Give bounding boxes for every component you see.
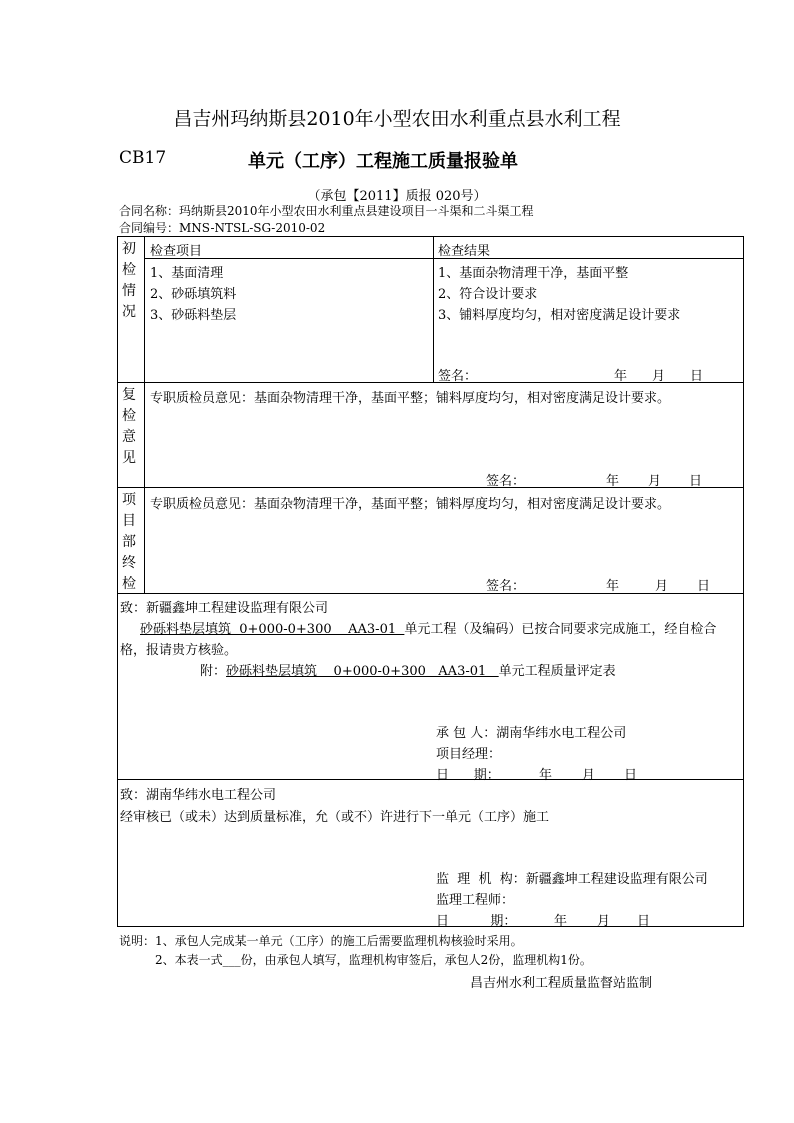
supervisor-conclusion: 经审核已（或未）达到质量标准，允（或不）许进行下一单元（工序）施工 <box>120 810 550 825</box>
supervision-organization: 监 理 机 构：新疆鑫坤工程建设监理有限公司 <box>436 872 708 887</box>
inspection-result: 2、符合设计要求 <box>438 287 538 302</box>
row-divider-3 <box>117 593 744 594</box>
inspection-result: 1、基面杂物清理干净，基面平整 <box>438 266 629 281</box>
review-month-label: 月 <box>648 474 662 489</box>
initial-sign-label: 签名： <box>438 369 478 384</box>
table-right-border <box>743 236 744 926</box>
contract-number: 合同编号：MNS-NTSL-SG-2010-02 <box>119 221 326 235</box>
submission-line-2: 格，报请贵方核验。 <box>120 643 238 658</box>
unit-name: 砂砾料垫层填筑 0+000-0+300 AA3-01 <box>140 622 405 637</box>
initial-year-label: 年 <box>614 369 628 384</box>
inspection-item: 1、基面清理 <box>150 266 224 281</box>
footer-note-1: 说明：1、承包人完成某一单元（工序）的施工后需要监理机构核验时采用。 <box>119 934 523 948</box>
attachment-unit: 砂砾料垫层填筑 0+000-0+300 AA3-01 <box>226 664 499 679</box>
submission-line: 砂砾料垫层填筑 0+000-0+300 AA3-01 单元工程（及编码）已按合同要求完成施工，经自检合 <box>140 622 717 637</box>
final-month-label: 月 <box>655 579 669 594</box>
contractor-year-label: 年 <box>539 768 553 783</box>
footer-note-2: 2、本表一式___份，由承包人填写，监理机构审签后，承包人2份，监理机构1份。 <box>155 953 592 967</box>
results-header: 检查结果 <box>438 244 491 259</box>
initial-month-label: 月 <box>652 369 666 384</box>
final-day-label: 日 <box>697 579 711 594</box>
inspection-item: 3、砂砾料垫层 <box>150 308 237 323</box>
row-divider-4 <box>117 779 744 780</box>
contractor-addressee: 致：新疆鑫坤工程建设监理有限公司 <box>120 601 329 616</box>
review-opinion-text: 专职质检员意见：基面杂物清理干净，基面平整；铺料厚度均匀，相对密度满足设计要求。 <box>150 391 671 406</box>
items-header: 检查项目 <box>150 244 203 259</box>
initial-day-label: 日 <box>690 369 704 384</box>
contract-name: 合同名称：玛纳斯县2010年小型农田水利重点县建设项目一斗渠和二斗渠工程 <box>119 204 534 218</box>
initial-inspection-label: 初 检 情 况 <box>122 241 136 320</box>
label-column-divider <box>144 236 145 593</box>
inspection-result: 3、铺料厚度均匀，相对密度满足设计要求 <box>438 308 681 323</box>
supervisor-addressee: 致：湖南华纬水电工程公司 <box>120 788 277 803</box>
review-year-label: 年 <box>606 474 620 489</box>
final-opinion-text: 专职质检员意见：基面杂物清理干净，基面平整；铺料厚度均匀，相对密度满足设计要求。 <box>150 497 671 512</box>
inspection-item: 2、砂砾填筑料 <box>150 287 237 302</box>
contractor-company: 承 包 人：湖南华纬水电工程公司 <box>436 726 627 741</box>
table-top-border <box>117 236 744 237</box>
row-divider-1 <box>117 382 744 383</box>
final-inspection-label: 项 目 部 终 检 <box>122 492 136 592</box>
contractor-day-label: 日 <box>624 768 638 783</box>
contractor-date-label: 日 期： <box>436 768 500 783</box>
supervisor-day-label: 日 <box>637 914 651 929</box>
attachment-line: 附：砂砾料垫层填筑 0+000-0+300 AA3-01 单元工程质量评定表 <box>200 664 616 679</box>
report-number: （承包【2011】质报 020号） <box>307 189 487 204</box>
review-day-label: 日 <box>689 474 703 489</box>
document-title: 昌吉州玛纳斯县2010年小型农田水利重点县水利工程 <box>173 108 621 130</box>
form-code: CB17 <box>119 148 167 168</box>
project-manager-label: 项目经理： <box>436 747 502 762</box>
review-opinion-label: 复 检 意 见 <box>122 387 136 466</box>
form-subtitle: 单元（工序）工程施工质量报验单 <box>248 151 518 172</box>
table-left-border <box>117 236 118 926</box>
supervision-engineer-label: 监理工程师： <box>436 893 515 908</box>
final-year-label: 年 <box>606 579 620 594</box>
supervisor-year-label: 年 <box>554 914 568 929</box>
review-sign-label: 签名： <box>486 474 526 489</box>
supervisor-date-label: 日 期： <box>436 914 517 929</box>
issuer-line: 昌吉州水利工程质量监督站监制 <box>470 976 653 991</box>
contractor-month-label: 月 <box>582 768 596 783</box>
supervisor-month-label: 月 <box>597 914 611 929</box>
final-sign-label: 签名： <box>486 579 526 594</box>
